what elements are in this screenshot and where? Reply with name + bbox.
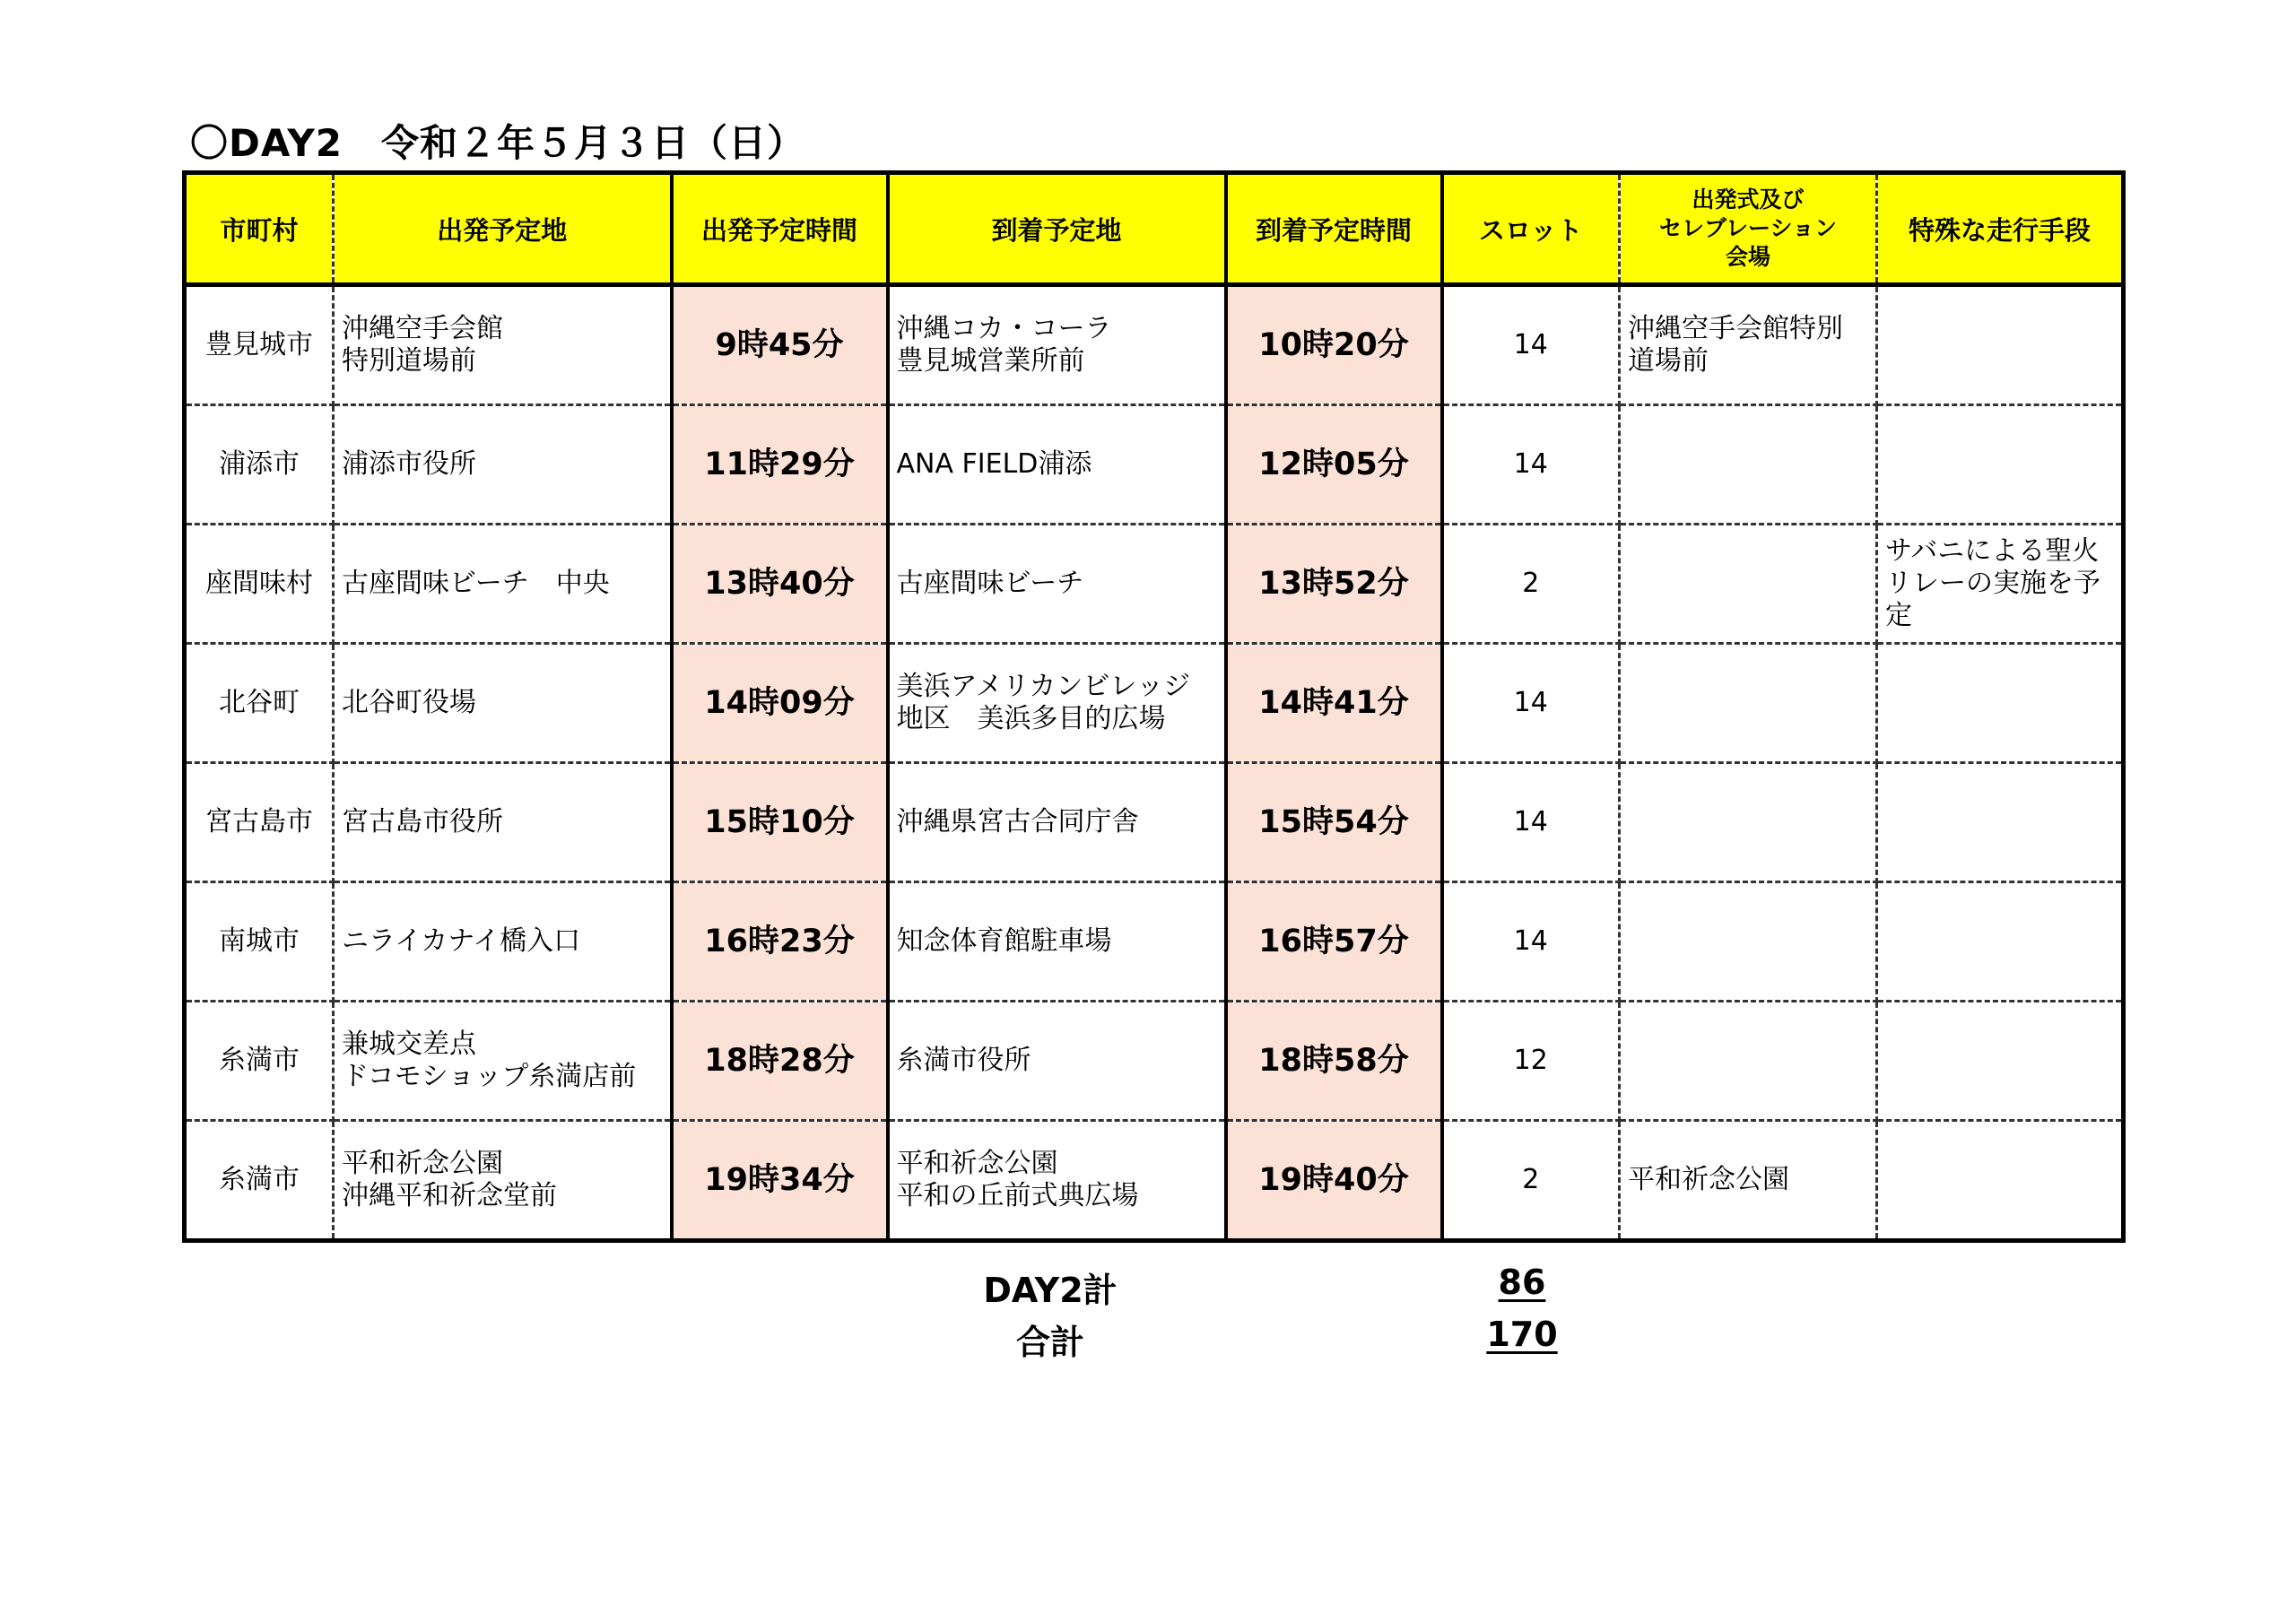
special-means-cell	[1877, 763, 2124, 882]
header-departure-time: 出発予定時間	[672, 173, 888, 285]
slot-cell: 14	[1442, 882, 1620, 1002]
arrival-time-cell: 13時52分	[1226, 525, 1442, 644]
day-total-value: 86	[1498, 1263, 1546, 1302]
day-total-label: DAY2計	[983, 1271, 1118, 1310]
arrival-place-cell: 古座間味ビーチ	[888, 525, 1226, 644]
departure-place-cell: 古座間味ビーチ 中央	[334, 525, 672, 644]
departure-time-cell: 16時23分	[672, 882, 888, 1002]
table-row	[185, 525, 2124, 644]
table-row	[185, 644, 2124, 763]
municipality-cell: 南城市	[185, 882, 334, 1002]
ceremony-venue-cell: 沖縄空手会館特別 道場前	[1620, 285, 1877, 405]
departure-place-cell: 兼城交差点 ドコモショップ糸満店前	[334, 1002, 672, 1121]
header-row	[185, 173, 2124, 285]
departure-time-cell: 11時29分	[672, 405, 888, 525]
grand-total-label: 合計	[1015, 1323, 1084, 1362]
arrival-place-cell: 平和祈念公園 平和の丘前式典広場	[888, 1121, 1226, 1241]
arrival-place-cell: 沖縄県宮古合同庁舎	[888, 763, 1226, 882]
departure-time-cell: 9時45分	[672, 285, 888, 405]
special-means-cell	[1877, 405, 2124, 525]
municipality-cell: 糸満市	[185, 1002, 334, 1121]
arrival-place-cell: 沖縄コカ・コーラ 豊見城営業所前	[888, 285, 1226, 405]
table-row	[185, 882, 2124, 1002]
municipality-cell: 豊見城市	[185, 285, 334, 405]
table-row	[185, 1002, 2124, 1121]
header-special-means: 特殊な走行手段	[1877, 173, 2124, 285]
header-arrival-place: 到着予定地	[888, 173, 1226, 285]
special-means-cell: サバニによる聖火リレーの実施を予定	[1877, 525, 2124, 644]
table-row	[185, 1121, 2124, 1241]
municipality-cell: 北谷町	[185, 644, 334, 763]
municipality-cell: 浦添市	[185, 405, 334, 525]
ceremony-venue-cell	[1620, 1002, 1877, 1121]
arrival-time-cell: 14時41分	[1226, 644, 1442, 763]
special-means-cell	[1877, 1002, 2124, 1121]
arrival-time-cell: 10時20分	[1226, 285, 1442, 405]
departure-place-cell: 宮古島市役所	[334, 763, 672, 882]
header-arrival-time: 到着予定時間	[1226, 173, 1442, 285]
grand-total-value: 170	[1486, 1315, 1558, 1354]
municipality-cell: 座間味村	[185, 525, 334, 644]
arrival-time-cell: 15時54分	[1226, 763, 1442, 882]
departure-place-cell: 沖縄空手会館 特別道場前	[334, 285, 672, 405]
header-slot: スロット	[1442, 173, 1620, 285]
ceremony-venue-cell	[1620, 644, 1877, 763]
ceremony-venue-cell	[1620, 525, 1877, 644]
arrival-place-cell: 糸満市役所	[888, 1002, 1226, 1121]
schedule-table	[182, 170, 2126, 1243]
slot-cell: 12	[1442, 1002, 1620, 1121]
departure-time-cell: 14時09分	[672, 644, 888, 763]
header-ceremony-venue: 出発式及び セレブレーション 会場	[1620, 173, 1877, 285]
departure-place-cell: 平和祈念公園 沖縄平和祈念堂前	[334, 1121, 672, 1241]
special-means-cell	[1877, 882, 2124, 1002]
arrival-place-cell: ANA FIELD浦添	[888, 405, 1226, 525]
departure-time-cell: 19時34分	[672, 1121, 888, 1241]
slot-cell: 14	[1442, 405, 1620, 525]
municipality-cell: 糸満市	[185, 1121, 334, 1241]
departure-place-cell: ニライカナイ橋入口	[334, 882, 672, 1002]
arrival-place-cell: 知念体育館駐車場	[888, 882, 1226, 1002]
arrival-time-cell: 12時05分	[1226, 405, 1442, 525]
departure-time-cell: 15時10分	[672, 763, 888, 882]
ceremony-venue-cell: 平和祈念公園	[1620, 1121, 1877, 1241]
slot-cell: 14	[1442, 644, 1620, 763]
special-means-cell	[1877, 1121, 2124, 1241]
slot-cell: 14	[1442, 763, 1620, 882]
departure-time-cell: 13時40分	[672, 525, 888, 644]
table-row	[185, 405, 2124, 525]
special-means-cell	[1877, 285, 2124, 405]
table-row	[185, 763, 2124, 882]
arrival-place-cell: 美浜アメリカンビレッジ 地区 美浜多目的広場	[888, 644, 1226, 763]
ceremony-venue-cell	[1620, 882, 1877, 1002]
arrival-time-cell: 16時57分	[1226, 882, 1442, 1002]
slot-cell: 2	[1442, 1121, 1620, 1241]
departure-time-cell: 18時28分	[672, 1002, 888, 1121]
ceremony-venue-cell	[1620, 763, 1877, 882]
municipality-cell: 宮古島市	[185, 763, 334, 882]
arrival-time-cell: 18時58分	[1226, 1002, 1442, 1121]
ceremony-venue-cell	[1620, 405, 1877, 525]
page-title: 〇DAY2 令和２年５月３日（日）	[190, 121, 805, 165]
table-row	[185, 285, 2124, 405]
slot-cell: 14	[1442, 285, 1620, 405]
arrival-time-cell: 19時40分	[1226, 1121, 1442, 1241]
special-means-cell	[1877, 644, 2124, 763]
header-municipality: 市町村	[185, 173, 334, 285]
departure-place-cell: 北谷町役場	[334, 644, 672, 763]
slot-cell: 2	[1442, 525, 1620, 644]
header-departure-place: 出発予定地	[334, 173, 672, 285]
departure-place-cell: 浦添市役所	[334, 405, 672, 525]
